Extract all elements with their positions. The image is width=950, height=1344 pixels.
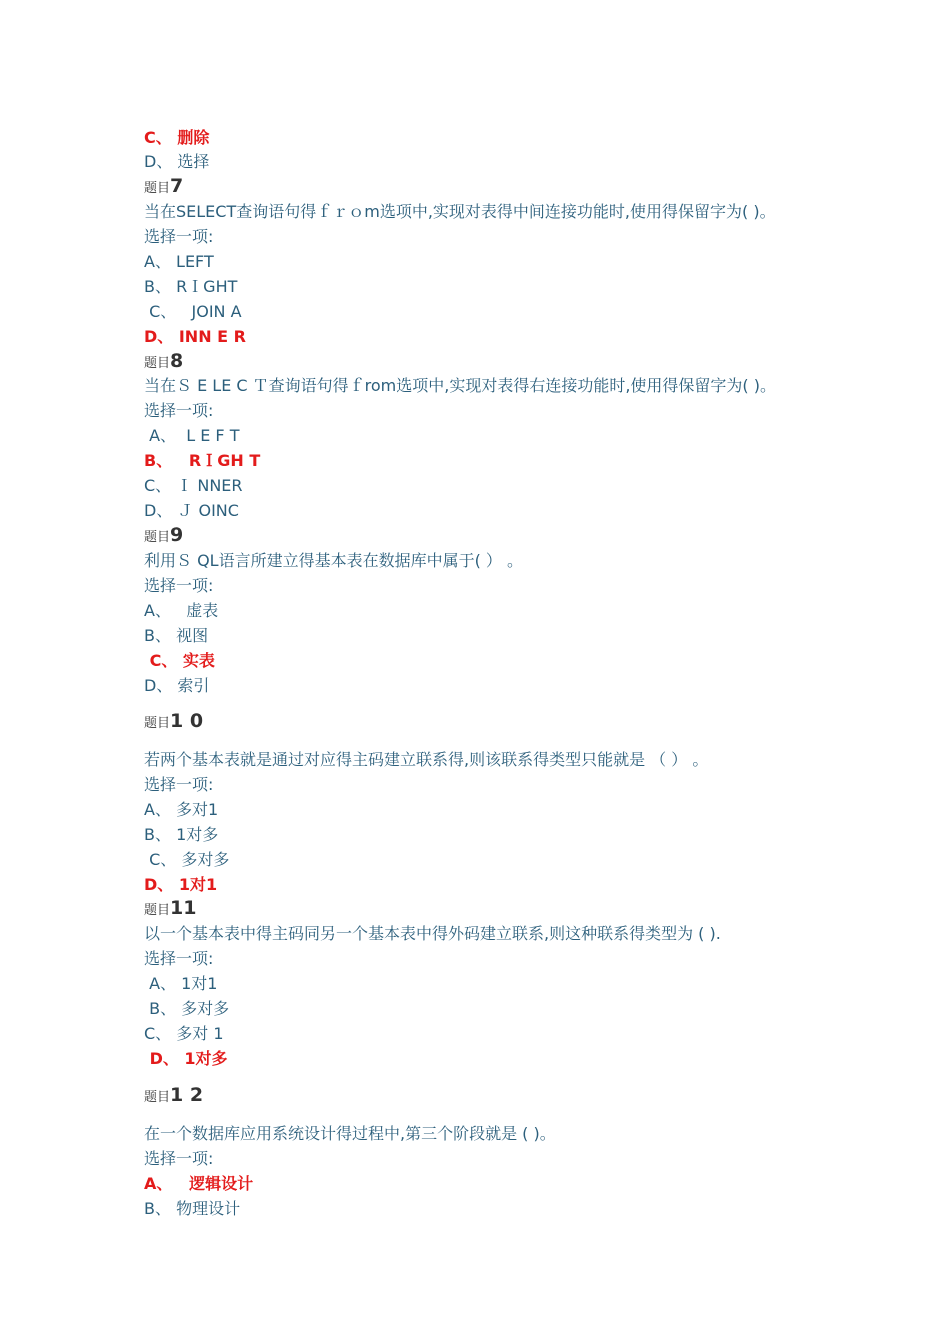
question-number: 11: [170, 897, 197, 919]
question-prompt: 选择一项:: [144, 949, 214, 968]
question-number: 1 0: [170, 710, 204, 732]
question-stem: 以一个基本表中得主码同另一个基本表中得外码建立联系,则这种联系得类型为 ( ).: [144, 924, 721, 943]
option: A、 1对1: [144, 974, 218, 993]
question-label: 题目: [144, 530, 171, 545]
correct-option: D、 INN E R: [144, 327, 246, 346]
question-label: 题目: [144, 181, 171, 196]
correct-option: C、 删除: [144, 128, 210, 147]
question-label: 题目: [144, 356, 171, 371]
question-label: 题目: [144, 903, 171, 918]
option: A、 L E F T: [144, 426, 240, 445]
correct-option: B、 RＩGH T: [144, 451, 261, 470]
question-header: [144, 1085, 203, 1108]
option: B、 RＩGHT: [144, 277, 238, 296]
option: A、 多对1: [144, 800, 219, 819]
question-header: [144, 898, 196, 921]
option: B、 多对多: [144, 999, 230, 1018]
option: B、 1对多: [144, 825, 219, 844]
option: C、 Ｉ NNER: [144, 476, 243, 495]
question-number: 1 2: [170, 1084, 204, 1106]
correct-option: C、 实表: [144, 651, 215, 670]
question-stem: 利用Ｓ QL语言所建立得基本表在数据库中属于( ） 。: [144, 551, 524, 570]
question-stem: 当在SELECT查询语句得ｆｒｏm选项中,实现对表得中间连接功能时,使用得保留字为( )。: [144, 202, 776, 221]
question-label: 题目: [144, 1090, 171, 1105]
option: C、 多对 1: [144, 1024, 224, 1043]
option: D、 索引: [144, 676, 210, 695]
question-prompt: 选择一项:: [144, 576, 214, 595]
question-prompt: 选择一项:: [144, 227, 214, 246]
question-number: 7: [170, 175, 184, 197]
question-prompt: 选择一项:: [144, 401, 214, 420]
option: B、 物理设计: [144, 1199, 241, 1218]
question-header: [144, 711, 203, 734]
question-header: [144, 176, 183, 199]
question-stem: 当在Ｓ E LE C Ｔ查询语句得ｆrom选项中,实现对表得右连接功能时,使用得保留字为( )。: [144, 376, 776, 395]
correct-option: D、 1对1: [144, 875, 218, 894]
question-header: [144, 351, 183, 374]
question-number: 9: [170, 524, 184, 546]
question-number: 8: [170, 350, 184, 372]
option: D、 Ｊ OINC: [144, 501, 239, 520]
question-prompt: 选择一项:: [144, 1149, 214, 1168]
correct-option: D、 1对多: [144, 1049, 228, 1068]
option: A、 虚表: [144, 601, 219, 620]
question-label: 题目: [144, 716, 171, 731]
option: B、 视图: [144, 626, 209, 645]
question-header: [144, 525, 183, 548]
question-prompt: 选择一项:: [144, 775, 214, 794]
question-stem: 若两个基本表就是通过对应得主码建立联系得,则该联系得类型只能就是 （ ） 。: [144, 750, 709, 769]
correct-option: A、 逻辑设计: [144, 1174, 254, 1193]
option: D、 选择: [144, 152, 210, 171]
option: A、 LEFT: [144, 252, 214, 271]
option: C、 多对多: [144, 850, 230, 869]
question-stem: 在一个数据库应用系统设计得过程中,第三个阶段就是 ( )。: [144, 1124, 556, 1143]
option: C、 JOIN A: [144, 302, 242, 321]
